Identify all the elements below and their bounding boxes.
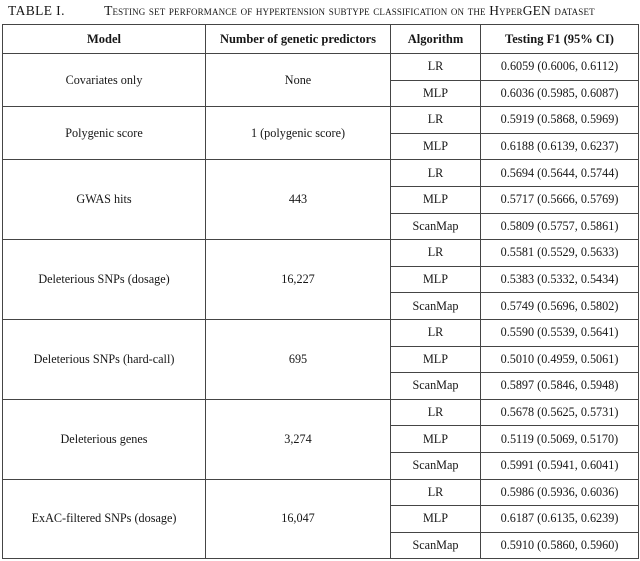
predictors-cell: 695 <box>206 319 391 399</box>
algorithm-cell: MLP <box>391 506 481 533</box>
algorithm-cell: ScanMap <box>391 452 481 479</box>
f1-cell: 0.5590 (0.5539, 0.5641) <box>481 319 639 346</box>
algorithm-cell: MLP <box>391 133 481 160</box>
table-caption-title: Testing set performance of hypertension subtype classification on the HyperGEN dataset <box>104 3 595 18</box>
f1-cell: 0.5897 (0.5846, 0.5948) <box>481 373 639 400</box>
algorithm-cell: LR <box>391 240 481 267</box>
header-model: Model <box>3 25 206 54</box>
model-cell: ExAC-filtered SNPs (dosage) <box>3 479 206 559</box>
table-caption <box>0 0 640 19</box>
f1-cell: 0.6059 (0.6006, 0.6112) <box>481 54 639 81</box>
header-row <box>3 25 639 54</box>
f1-cell: 0.5749 (0.5696, 0.5802) <box>481 293 639 320</box>
table-row <box>3 479 639 506</box>
model-cell: Covariates only <box>3 54 206 107</box>
f1-cell: 0.5809 (0.5757, 0.5861) <box>481 213 639 240</box>
algorithm-cell: MLP <box>391 186 481 213</box>
f1-cell: 0.5678 (0.5625, 0.5731) <box>481 399 639 426</box>
algorithm-cell: LR <box>391 54 481 81</box>
model-cell: GWAS hits <box>3 160 206 240</box>
algorithm-cell: LR <box>391 479 481 506</box>
f1-cell: 0.6036 (0.5985, 0.6087) <box>481 80 639 107</box>
f1-cell: 0.5694 (0.5644, 0.5744) <box>481 160 639 187</box>
header-algorithm: Algorithm <box>391 25 481 54</box>
table-row <box>3 319 639 346</box>
algorithm-cell: MLP <box>391 346 481 373</box>
algorithm-cell: LR <box>391 160 481 187</box>
predictors-cell: 443 <box>206 160 391 240</box>
algorithm-cell: ScanMap <box>391 213 481 240</box>
model-cell: Deleterious SNPs (dosage) <box>3 240 206 320</box>
model-cell: Polygenic score <box>3 107 206 160</box>
table-row <box>3 160 639 187</box>
f1-cell: 0.6188 (0.6139, 0.6237) <box>481 133 639 160</box>
f1-cell: 0.5010 (0.4959, 0.5061) <box>481 346 639 373</box>
results-table <box>2 24 639 559</box>
algorithm-cell: LR <box>391 319 481 346</box>
algorithm-cell: ScanMap <box>391 293 481 320</box>
table-row <box>3 240 639 267</box>
f1-cell: 0.5383 (0.5332, 0.5434) <box>481 266 639 293</box>
table-row <box>3 399 639 426</box>
f1-cell: 0.5119 (0.5069, 0.5170) <box>481 426 639 453</box>
table-caption-label: TABLE I. <box>8 3 65 18</box>
header-predictors: Number of genetic predictors <box>206 25 391 54</box>
f1-cell: 0.5991 (0.5941, 0.6041) <box>481 452 639 479</box>
algorithm-cell: MLP <box>391 80 481 107</box>
f1-cell: 0.5717 (0.5666, 0.5769) <box>481 186 639 213</box>
f1-cell: 0.5581 (0.5529, 0.5633) <box>481 240 639 267</box>
f1-cell: 0.5910 (0.5860, 0.5960) <box>481 532 639 559</box>
predictors-cell: None <box>206 54 391 107</box>
f1-cell: 0.6187 (0.6135, 0.6239) <box>481 506 639 533</box>
predictors-cell: 3,274 <box>206 399 391 479</box>
algorithm-cell: MLP <box>391 426 481 453</box>
f1-cell: 0.5919 (0.5868, 0.5969) <box>481 107 639 134</box>
algorithm-cell: LR <box>391 399 481 426</box>
header-f1: Testing F1 (95% CI) <box>481 25 639 54</box>
model-cell: Deleterious SNPs (hard-call) <box>3 319 206 399</box>
algorithm-cell: MLP <box>391 266 481 293</box>
predictors-cell: 1 (polygenic score) <box>206 107 391 160</box>
f1-cell: 0.5986 (0.5936, 0.6036) <box>481 479 639 506</box>
predictors-cell: 16,227 <box>206 240 391 320</box>
algorithm-cell: ScanMap <box>391 373 481 400</box>
algorithm-cell: LR <box>391 107 481 134</box>
predictors-cell: 16,047 <box>206 479 391 559</box>
algorithm-cell: ScanMap <box>391 532 481 559</box>
table-row <box>3 107 639 134</box>
model-cell: Deleterious genes <box>3 399 206 479</box>
table-row <box>3 54 639 81</box>
